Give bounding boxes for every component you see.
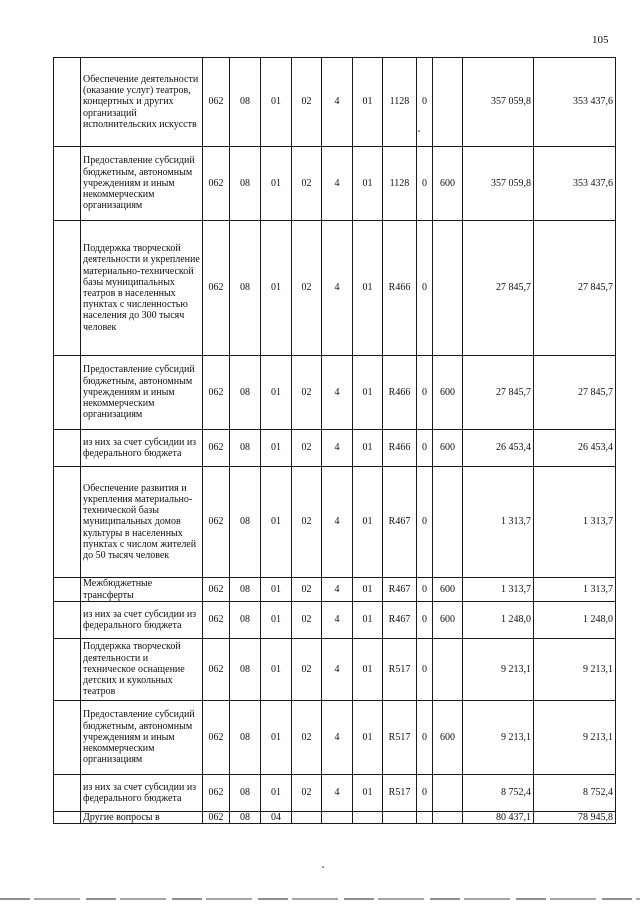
table-row — [54, 775, 616, 812]
expense-type-code — [433, 467, 463, 578]
amount-year-1: 26 453,4 — [463, 430, 534, 467]
table-row — [54, 602, 616, 639]
item-name: из них за счет субсидии из федерального бюджета — [81, 430, 203, 467]
expense-type-code: 600 — [433, 578, 463, 602]
program-code: 02 — [292, 775, 322, 812]
subprogram-code: 4 — [322, 58, 353, 147]
program-code: 02 — [292, 356, 322, 430]
budget-table — [53, 57, 616, 824]
extra-code: 0 — [417, 356, 433, 430]
admin-code: 062 — [203, 578, 230, 602]
table-row — [54, 147, 616, 221]
event-code: 01 — [353, 430, 383, 467]
section-code: 08 — [230, 356, 261, 430]
direction-code — [383, 812, 417, 824]
table-row — [54, 467, 616, 578]
section-code: 08 — [230, 775, 261, 812]
amount-year-2: 27 845,7 — [534, 356, 616, 430]
margin-cell — [54, 147, 81, 221]
amount-year-2: 9 213,1 — [534, 639, 616, 701]
amount-year-1: 357 059,8 — [463, 58, 534, 147]
extra-code: 0 — [417, 221, 433, 356]
admin-code: 062 — [203, 639, 230, 701]
subprogram-code: 4 — [322, 221, 353, 356]
admin-code: 062 — [203, 147, 230, 221]
program-code: 02 — [292, 467, 322, 578]
expense-type-code: 600 — [433, 602, 463, 639]
item-name: Обеспечение развития и укрепления материально-технической базы муниципальных домов культуры в населенных пунктах с числом жителей до 50 тысяч человек — [81, 467, 203, 578]
event-code: 01 — [353, 147, 383, 221]
program-code: 02 — [292, 221, 322, 356]
amount-year-1: 8 752,4 — [463, 775, 534, 812]
admin-code: 062 — [203, 58, 230, 147]
margin-cell — [54, 812, 81, 824]
program-code: 02 — [292, 430, 322, 467]
subsection-code: 01 — [261, 578, 292, 602]
table-row — [54, 812, 616, 824]
subsection-code: 01 — [261, 147, 292, 221]
admin-code: 062 — [203, 221, 230, 356]
event-code: 01 — [353, 58, 383, 147]
program-code: 02 — [292, 147, 322, 221]
amount-year-1: 9 213,1 — [463, 701, 534, 775]
margin-cell — [54, 356, 81, 430]
amount-year-2: 8 752,4 — [534, 775, 616, 812]
section-code: 08 — [230, 221, 261, 356]
item-name: Поддержка творческой деятельности и укрепление материально-технической базы муниципальных театров в населенных пунктах с численностью населения до 300 тысяч человек — [81, 221, 203, 356]
subsection-code: 01 — [261, 356, 292, 430]
amount-year-2: 78 945,8 — [534, 812, 616, 824]
direction-code: R517 — [383, 775, 417, 812]
expense-type-code — [433, 775, 463, 812]
expense-type-code — [433, 58, 463, 147]
subsection-code: 01 — [261, 602, 292, 639]
item-name: Предоставление субсидий бюджетным, автономным учреждениям и иным некоммерческим организациям — [81, 356, 203, 430]
event-code: 01 — [353, 221, 383, 356]
admin-code: 062 — [203, 430, 230, 467]
extra-code: 0 — [417, 430, 433, 467]
subprogram-code: 4 — [322, 639, 353, 701]
direction-code: 1128 — [383, 58, 417, 147]
margin-cell — [54, 701, 81, 775]
program-code — [292, 812, 322, 824]
admin-code: 062 — [203, 775, 230, 812]
amount-year-2: 9 213,1 — [534, 701, 616, 775]
extra-code: 0 — [417, 775, 433, 812]
program-code: 02 — [292, 602, 322, 639]
scan-edge-line — [0, 898, 640, 900]
item-name: Предоставление субсидий бюджетным, автономным учреждениям и иным некоммерческим организациям — [81, 701, 203, 775]
subsection-code: 01 — [261, 639, 292, 701]
margin-cell — [54, 467, 81, 578]
event-code: 01 — [353, 775, 383, 812]
margin-cell — [54, 221, 81, 356]
section-code: 08 — [230, 701, 261, 775]
subprogram-code: 4 — [322, 467, 353, 578]
margin-cell — [54, 602, 81, 639]
expense-type-code: 600 — [433, 356, 463, 430]
margin-cell — [54, 775, 81, 812]
expense-type-code — [433, 221, 463, 356]
program-code: 02 — [292, 58, 322, 147]
subprogram-code: 4 — [322, 430, 353, 467]
program-code: 02 — [292, 639, 322, 701]
expense-type-code: 600 — [433, 430, 463, 467]
item-name: Предоставление субсидий бюджетным, автономным учреждениям и иным некоммерческим организациям — [81, 147, 203, 221]
subprogram-code: 4 — [322, 356, 353, 430]
amount-year-1: 80 437,1 — [463, 812, 534, 824]
table-row — [54, 58, 616, 147]
event-code: 01 — [353, 602, 383, 639]
amount-year-1: 27 845,7 — [463, 356, 534, 430]
extra-code: 0 — [417, 639, 433, 701]
section-code: 08 — [230, 578, 261, 602]
table-row — [54, 356, 616, 430]
extra-code: 0 — [417, 467, 433, 578]
item-name: Обеспечение деятельности (оказание услуг) театров, концертных и других организаций исполнительских искусств — [81, 58, 203, 147]
direction-code: R517 — [383, 701, 417, 775]
scan-speck — [418, 130, 420, 132]
expense-type-code: 600 — [433, 147, 463, 221]
event-code: 01 — [353, 467, 383, 578]
extra-code: 0 — [417, 701, 433, 775]
program-code: 02 — [292, 578, 322, 602]
section-code: 08 — [230, 467, 261, 578]
event-code: 01 — [353, 578, 383, 602]
direction-code: R517 — [383, 639, 417, 701]
table-row — [54, 578, 616, 602]
event-code — [353, 812, 383, 824]
subsection-code: 01 — [261, 430, 292, 467]
extra-code — [417, 812, 433, 824]
subsection-code: 01 — [261, 58, 292, 147]
page-number: 105 — [592, 34, 609, 46]
subsection-code: 01 — [261, 221, 292, 356]
margin-cell — [54, 578, 81, 602]
expense-type-code — [433, 639, 463, 701]
table-row — [54, 430, 616, 467]
table-row — [54, 701, 616, 775]
amount-year-2: 1 313,7 — [534, 467, 616, 578]
margin-cell — [54, 430, 81, 467]
amount-year-1: 357 059,8 — [463, 147, 534, 221]
admin-code: 062 — [203, 812, 230, 824]
item-name: Другие вопросы в — [81, 812, 203, 824]
section-code: 08 — [230, 147, 261, 221]
extra-code: 0 — [417, 147, 433, 221]
expense-type-code: 600 — [433, 701, 463, 775]
section-code: 08 — [230, 430, 261, 467]
item-name: Межбюджетные трансферты — [81, 578, 203, 602]
event-code: 01 — [353, 356, 383, 430]
amount-year-2: 353 437,6 — [534, 58, 616, 147]
subsection-code: 01 — [261, 701, 292, 775]
section-code: 08 — [230, 58, 261, 147]
program-code: 02 — [292, 701, 322, 775]
admin-code: 062 — [203, 467, 230, 578]
scan-speck — [322, 866, 324, 868]
direction-code: R466 — [383, 221, 417, 356]
item-name: Поддержка творческой деятельности и техническое оснащение детских и кукольных театров — [81, 639, 203, 701]
admin-code: 062 — [203, 602, 230, 639]
direction-code: R466 — [383, 430, 417, 467]
amount-year-2: 1 313,7 — [534, 578, 616, 602]
amount-year-1: 9 213,1 — [463, 639, 534, 701]
table-row — [54, 221, 616, 356]
direction-code: R466 — [383, 356, 417, 430]
subprogram-code: 4 — [322, 775, 353, 812]
subsection-code: 01 — [261, 467, 292, 578]
section-code: 08 — [230, 639, 261, 701]
extra-code: 0 — [417, 602, 433, 639]
subprogram-code: 4 — [322, 578, 353, 602]
amount-year-2: 27 845,7 — [534, 221, 616, 356]
direction-code: R467 — [383, 602, 417, 639]
event-code: 01 — [353, 701, 383, 775]
subprogram-code: 4 — [322, 602, 353, 639]
amount-year-1: 27 845,7 — [463, 221, 534, 356]
direction-code: 1128 — [383, 147, 417, 221]
margin-cell — [54, 58, 81, 147]
table-row — [54, 639, 616, 701]
amount-year-2: 353 437,6 — [534, 147, 616, 221]
margin-cell — [54, 639, 81, 701]
subsection-code: 04 — [261, 812, 292, 824]
amount-year-1: 1 313,7 — [463, 467, 534, 578]
admin-code: 062 — [203, 356, 230, 430]
subprogram-code — [322, 812, 353, 824]
item-name: из них за счет субсидии из федерального бюджета — [81, 775, 203, 812]
item-name: из них за счет субсидии из федерального бюджета — [81, 602, 203, 639]
amount-year-1: 1 248,0 — [463, 602, 534, 639]
subprogram-code: 4 — [322, 147, 353, 221]
event-code: 01 — [353, 639, 383, 701]
amount-year-2: 1 248,0 — [534, 602, 616, 639]
section-code: 08 — [230, 602, 261, 639]
amount-year-1: 1 313,7 — [463, 578, 534, 602]
section-code: 08 — [230, 812, 261, 824]
expense-type-code — [433, 812, 463, 824]
amount-year-2: 26 453,4 — [534, 430, 616, 467]
extra-code: 0 — [417, 58, 433, 147]
direction-code: R467 — [383, 467, 417, 578]
subsection-code: 01 — [261, 775, 292, 812]
admin-code: 062 — [203, 701, 230, 775]
extra-code: 0 — [417, 578, 433, 602]
direction-code: R467 — [383, 578, 417, 602]
subprogram-code: 4 — [322, 701, 353, 775]
